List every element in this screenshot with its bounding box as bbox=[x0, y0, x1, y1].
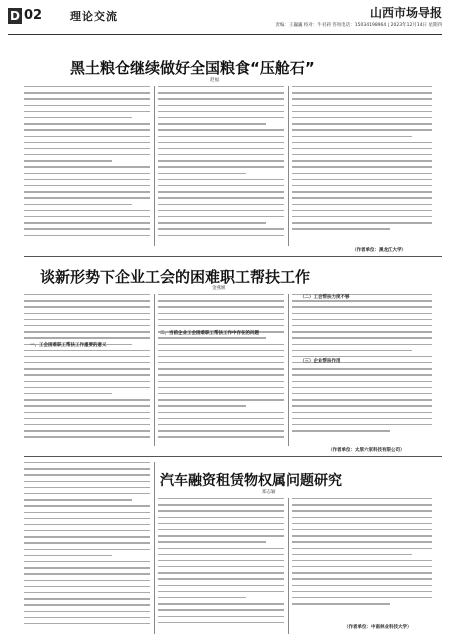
page-number-badge bbox=[8, 8, 52, 26]
article2-subhead-1: 一、工会困难职工帮扶工作重要的意义 bbox=[30, 343, 107, 348]
article2-subhead-2: 二、当前企业工会困难职工帮扶工作中存在的问题 bbox=[160, 331, 259, 336]
column-rule bbox=[288, 86, 289, 246]
article1-column-1 bbox=[24, 86, 150, 246]
page-letter: D bbox=[8, 8, 22, 24]
article1-byline: 赵福 bbox=[210, 78, 219, 83]
section-title: 理论交流 bbox=[70, 10, 118, 23]
text-lines bbox=[158, 498, 284, 628]
article2-column-2 bbox=[158, 294, 284, 446]
article1-column-3 bbox=[292, 86, 432, 246]
article2-subhead-4: （三）企业帮扶作用 bbox=[300, 359, 341, 364]
text-lines bbox=[158, 294, 284, 443]
article2-byline: 金燕姬 bbox=[212, 286, 226, 291]
article2-column-1 bbox=[24, 294, 150, 446]
text-lines bbox=[24, 86, 150, 241]
text-lines bbox=[292, 498, 432, 609]
article3-signature: （作者单位：中南林业科技大学） bbox=[344, 625, 412, 630]
article2-column-3 bbox=[292, 294, 432, 446]
text-lines bbox=[24, 462, 150, 629]
masthead: 山西市场导报 bbox=[369, 6, 442, 20]
page-header bbox=[8, 4, 442, 34]
column-rule bbox=[154, 462, 155, 634]
header-rule bbox=[8, 34, 442, 35]
article3-column-3 bbox=[292, 498, 432, 618]
article3-title: 汽车融资租赁物权属问题研究 bbox=[160, 473, 342, 489]
text-lines bbox=[24, 294, 150, 443]
article3-byline: 郑志颖 bbox=[262, 490, 276, 495]
article-divider bbox=[24, 256, 442, 257]
page-number: 02 bbox=[24, 8, 43, 23]
text-lines bbox=[158, 86, 284, 241]
column-rule bbox=[154, 86, 155, 246]
article2-title: 谈新形势下企业工会的困难职工帮扶工作 bbox=[40, 268, 311, 286]
header-meta: 责编：王巍巍 校对：牛君莉 咨询电话：15034198964 | 2023年12月14日 星期四 bbox=[275, 23, 442, 28]
article1-signature: （作者单位：黑龙江大学） bbox=[352, 248, 406, 253]
text-lines bbox=[292, 294, 432, 436]
article-divider bbox=[24, 456, 442, 457]
article3-column-1 bbox=[24, 462, 150, 634]
column-rule bbox=[288, 498, 289, 634]
column-rule bbox=[288, 294, 289, 446]
article1-title: 黑土粮仓继续做好全国粮食“压舱石” bbox=[70, 59, 315, 77]
article1-column-2 bbox=[158, 86, 284, 246]
article2-subhead-3: （二）工会帮扶力度不够 bbox=[300, 295, 350, 300]
article2-signature: （作者单位：太原六家科技有限公司） bbox=[328, 448, 405, 453]
text-lines bbox=[292, 86, 432, 235]
column-rule bbox=[154, 294, 155, 446]
article3-column-2 bbox=[158, 498, 284, 634]
